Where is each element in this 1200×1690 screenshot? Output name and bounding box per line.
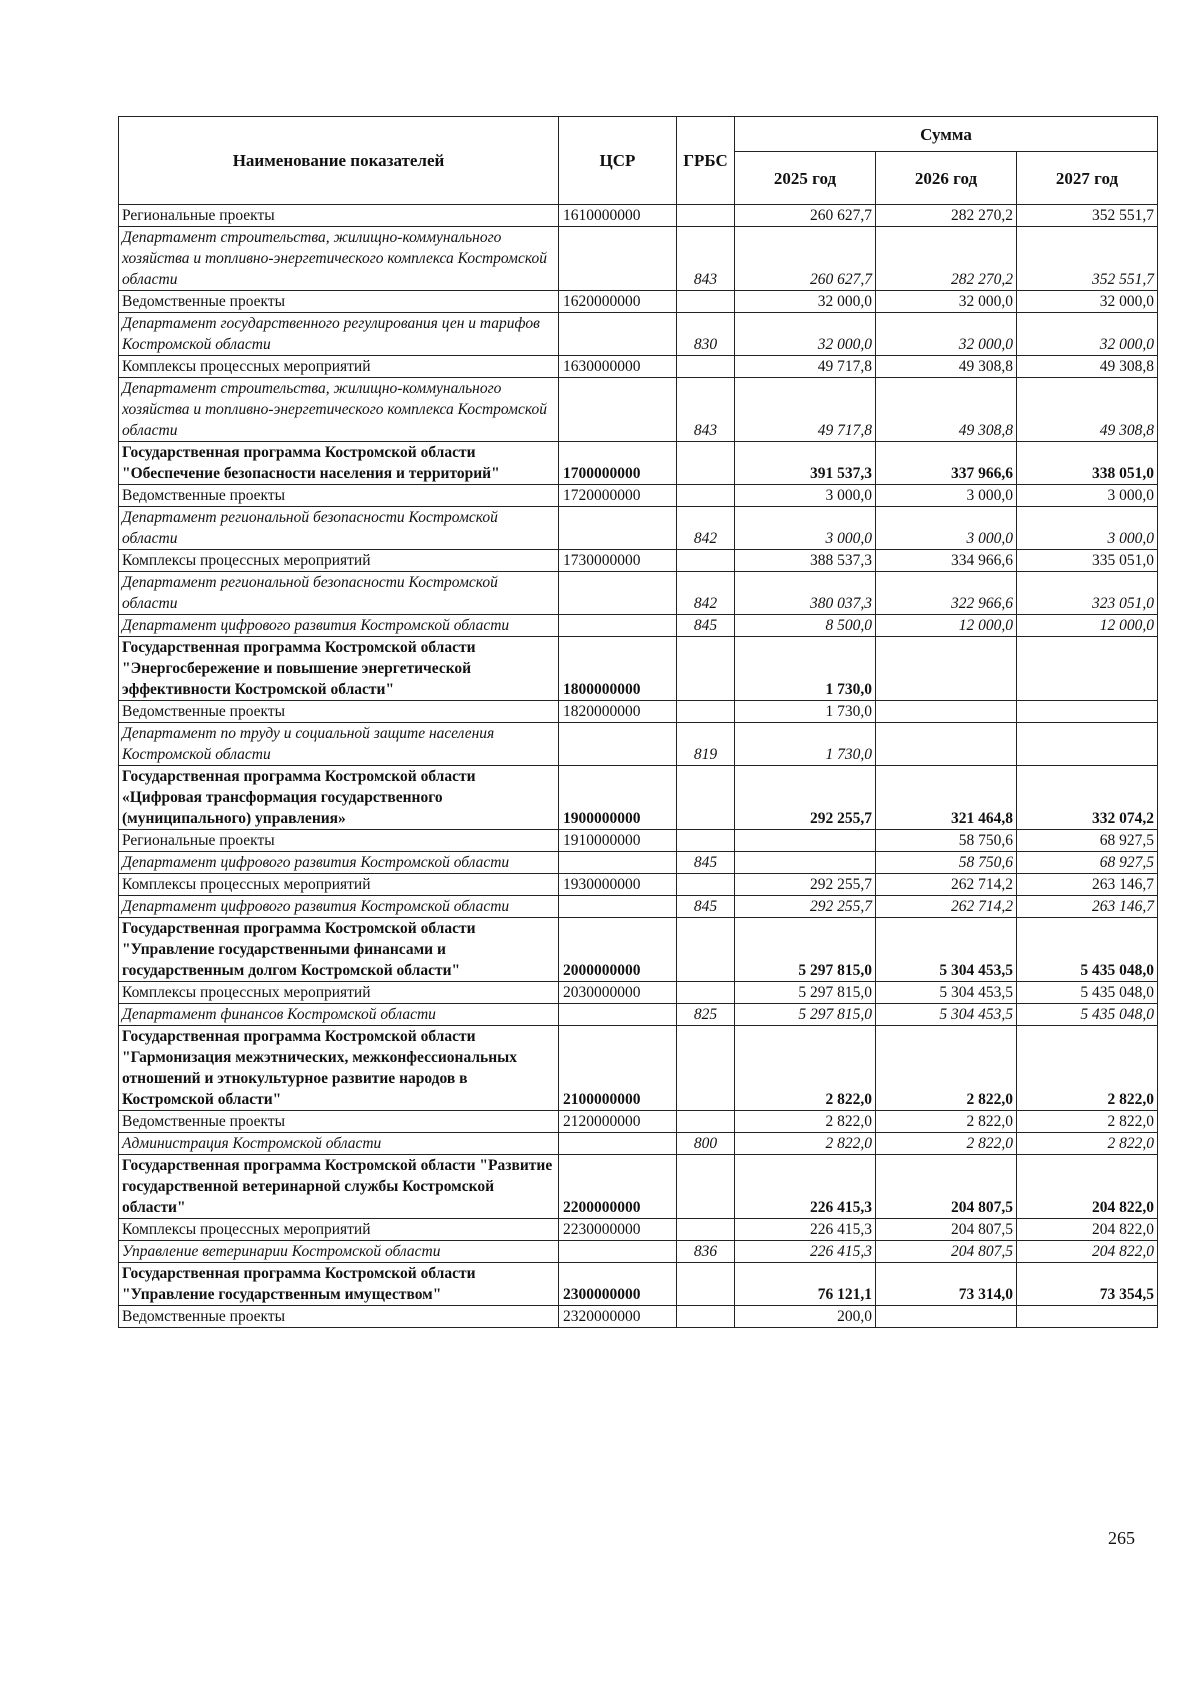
cell-value-2025: 3 000,0 [735,507,876,550]
cell-csr: 1910000000 [559,830,677,852]
cell-grbs [677,874,735,896]
cell-value-2027: 263 146,7 [1017,874,1158,896]
cell-value-2025: 76 121,1 [735,1263,876,1306]
table-row [119,442,1158,485]
cell-grbs [677,637,735,701]
cell-csr: 1900000000 [559,766,677,830]
cell-grbs [677,442,735,485]
cell-value-2026: 58 750,6 [876,852,1017,874]
cell-grbs [677,982,735,1004]
cell-csr [559,615,677,637]
cell-grbs: 843 [677,378,735,442]
table-row [119,291,1158,313]
cell-value-2025: 49 717,8 [735,378,876,442]
cell-value-2025: 226 415,3 [735,1155,876,1219]
cell-csr: 1700000000 [559,442,677,485]
cell-name: Департамент цифрового развития Костромской области [119,615,559,637]
header-year-2025: 2025 год [735,152,876,205]
cell-value-2026: 49 308,8 [876,356,1017,378]
cell-value-2025: 260 627,7 [735,227,876,291]
table-row [119,1219,1158,1241]
cell-value-2026: 262 714,2 [876,874,1017,896]
cell-value-2026: 282 270,2 [876,205,1017,227]
cell-value-2027: 32 000,0 [1017,291,1158,313]
cell-name: Ведомственные проекты [119,291,559,313]
cell-value-2025: 1 730,0 [735,701,876,723]
cell-value-2027: 204 822,0 [1017,1219,1158,1241]
cell-value-2025: 1 730,0 [735,637,876,701]
table-row [119,723,1158,766]
cell-value-2026: 282 270,2 [876,227,1017,291]
cell-csr: 1730000000 [559,550,677,572]
cell-name: Департамент по труду и социальной защите населения Костромской области [119,723,559,766]
table-row [119,1241,1158,1263]
cell-value-2026 [876,637,1017,701]
cell-value-2027: 49 308,8 [1017,356,1158,378]
cell-value-2025: 200,0 [735,1306,876,1328]
cell-value-2025: 32 000,0 [735,291,876,313]
cell-value-2027: 352 551,7 [1017,205,1158,227]
cell-value-2027 [1017,701,1158,723]
cell-value-2025: 292 255,7 [735,766,876,830]
cell-value-2026: 334 966,6 [876,550,1017,572]
cell-csr: 2320000000 [559,1306,677,1328]
cell-csr [559,723,677,766]
cell-name: Ведомственные проекты [119,1306,559,1328]
cell-value-2026 [876,723,1017,766]
table-row [119,1133,1158,1155]
cell-value-2025: 292 255,7 [735,896,876,918]
cell-value-2027: 3 000,0 [1017,485,1158,507]
cell-value-2027: 5 435 048,0 [1017,918,1158,982]
table-row [119,615,1158,637]
cell-value-2027: 352 551,7 [1017,227,1158,291]
cell-value-2025: 388 537,3 [735,550,876,572]
table-row [119,205,1158,227]
table-row [119,1111,1158,1133]
cell-csr [559,1133,677,1155]
cell-grbs: 843 [677,227,735,291]
cell-value-2026: 5 304 453,5 [876,1004,1017,1026]
cell-value-2026: 58 750,6 [876,830,1017,852]
header-year-2026: 2026 год [876,152,1017,205]
cell-value-2026: 337 966,6 [876,442,1017,485]
table-row [119,852,1158,874]
cell-value-2027: 335 051,0 [1017,550,1158,572]
cell-csr: 1820000000 [559,701,677,723]
cell-name: Департамент цифрового развития Костромской области [119,896,559,918]
cell-value-2027: 323 051,0 [1017,572,1158,615]
cell-value-2025: 380 037,3 [735,572,876,615]
cell-csr: 2100000000 [559,1026,677,1111]
cell-value-2026: 322 966,6 [876,572,1017,615]
cell-name: Комплексы процессных мероприятий [119,874,559,896]
table-row [119,1263,1158,1306]
cell-name: Государственная программа Костромской области "Управление государственным имуществом" [119,1263,559,1306]
table-row [119,830,1158,852]
cell-value-2025: 1 730,0 [735,723,876,766]
cell-value-2025: 5 297 815,0 [735,918,876,982]
page-number: 265 [1108,1528,1135,1548]
cell-csr: 1720000000 [559,485,677,507]
cell-csr: 2300000000 [559,1263,677,1306]
cell-value-2027: 332 074,2 [1017,766,1158,830]
cell-name: Комплексы процессных мероприятий [119,982,559,1004]
cell-grbs: 842 [677,507,735,550]
cell-name: Департамент финансов Костромской области [119,1004,559,1026]
table-row [119,1306,1158,1328]
table-body [119,205,1158,1328]
cell-name: Департамент региональной безопасности Костромской области [119,572,559,615]
cell-value-2027: 5 435 048,0 [1017,1004,1158,1026]
cell-value-2027 [1017,1306,1158,1328]
header-csr: ЦСР [559,117,677,205]
cell-value-2027: 338 051,0 [1017,442,1158,485]
cell-value-2027: 2 822,0 [1017,1111,1158,1133]
cell-csr [559,227,677,291]
cell-value-2027: 68 927,5 [1017,830,1158,852]
cell-grbs [677,1219,735,1241]
cell-grbs: 825 [677,1004,735,1026]
cell-name: Администрация Костромской области [119,1133,559,1155]
table-row [119,918,1158,982]
cell-grbs [677,205,735,227]
table-row [119,313,1158,356]
cell-value-2026: 3 000,0 [876,507,1017,550]
cell-csr [559,572,677,615]
cell-name: Государственная программа Костромской области "Обеспечение безопасности населения и территорий" [119,442,559,485]
header-grbs: ГРБС [677,117,735,205]
cell-name: Департамент государственного регулирования цен и тарифов Костромской области [119,313,559,356]
cell-name: Ведомственные проекты [119,485,559,507]
cell-csr [559,1004,677,1026]
cell-value-2026 [876,1306,1017,1328]
cell-grbs: 845 [677,896,735,918]
cell-value-2027: 2 822,0 [1017,1133,1158,1155]
cell-name: Региональные проекты [119,205,559,227]
table-header [119,117,1158,205]
cell-value-2026: 262 714,2 [876,896,1017,918]
cell-grbs: 845 [677,852,735,874]
cell-value-2026: 2 822,0 [876,1133,1017,1155]
cell-csr: 2030000000 [559,982,677,1004]
cell-value-2025: 260 627,7 [735,205,876,227]
cell-csr: 1930000000 [559,874,677,896]
cell-csr: 2120000000 [559,1111,677,1133]
cell-name: Государственная программа Костромской области "Гармонизация межэтнических, межконфессиональных отношений и этнокультурное развитие народов в Костромской области" [119,1026,559,1111]
cell-grbs [677,701,735,723]
cell-value-2026: 49 308,8 [876,378,1017,442]
cell-grbs: 819 [677,723,735,766]
cell-value-2026: 5 304 453,5 [876,982,1017,1004]
table-row [119,507,1158,550]
cell-csr [559,378,677,442]
table-row [119,896,1158,918]
cell-grbs: 845 [677,615,735,637]
table-row [119,1026,1158,1111]
cell-value-2027: 32 000,0 [1017,313,1158,356]
cell-name: Ведомственные проекты [119,1111,559,1133]
cell-value-2027: 2 822,0 [1017,1026,1158,1111]
cell-value-2027: 5 435 048,0 [1017,982,1158,1004]
cell-csr: 1630000000 [559,356,677,378]
table-row [119,1004,1158,1026]
header-sum: Сумма [735,117,1158,152]
cell-value-2026: 204 807,5 [876,1155,1017,1219]
cell-grbs [677,766,735,830]
table-row [119,572,1158,615]
cell-value-2027: 12 000,0 [1017,615,1158,637]
table-row [119,356,1158,378]
header-year-2027: 2027 год [1017,152,1158,205]
cell-value-2026: 32 000,0 [876,291,1017,313]
table-row [119,378,1158,442]
cell-name: Управление ветеринарии Костромской области [119,1241,559,1263]
cell-value-2026: 321 464,8 [876,766,1017,830]
cell-grbs [677,550,735,572]
cell-name: Ведомственные проекты [119,701,559,723]
cell-name: Государственная программа Костромской области "Управление государственными финансами и государственным долгом Костромской области" [119,918,559,982]
cell-value-2026: 12 000,0 [876,615,1017,637]
cell-name: Департамент строительства, жилищно-коммунального хозяйства и топливно-энергетического комплекса Костромской области [119,227,559,291]
cell-csr [559,852,677,874]
cell-value-2027 [1017,637,1158,701]
cell-value-2027: 204 822,0 [1017,1241,1158,1263]
cell-value-2026: 32 000,0 [876,313,1017,356]
cell-value-2025: 226 415,3 [735,1241,876,1263]
cell-value-2027: 49 308,8 [1017,378,1158,442]
cell-csr [559,313,677,356]
cell-csr: 2000000000 [559,918,677,982]
cell-name: Комплексы процессных мероприятий [119,356,559,378]
cell-csr [559,1241,677,1263]
cell-csr: 1620000000 [559,291,677,313]
cell-csr [559,507,677,550]
cell-value-2025: 391 537,3 [735,442,876,485]
cell-value-2025: 226 415,3 [735,1219,876,1241]
table-row [119,227,1158,291]
cell-csr: 2200000000 [559,1155,677,1219]
cell-value-2026: 5 304 453,5 [876,918,1017,982]
cell-name: Государственная программа Костромской области "Энергосбережение и повышение энергетической эффективности Костромской области" [119,637,559,701]
table-row [119,701,1158,723]
cell-value-2025 [735,830,876,852]
table-row [119,550,1158,572]
cell-grbs [677,918,735,982]
cell-value-2025: 5 297 815,0 [735,1004,876,1026]
cell-value-2025: 32 000,0 [735,313,876,356]
cell-csr: 1610000000 [559,205,677,227]
cell-value-2026 [876,701,1017,723]
cell-value-2025: 3 000,0 [735,485,876,507]
cell-name: Департамент региональной безопасности Костромской области [119,507,559,550]
table-row [119,766,1158,830]
cell-grbs [677,485,735,507]
cell-value-2026: 3 000,0 [876,485,1017,507]
cell-value-2027: 204 822,0 [1017,1155,1158,1219]
cell-value-2026: 2 822,0 [876,1111,1017,1133]
cell-csr: 2230000000 [559,1219,677,1241]
cell-value-2025: 2 822,0 [735,1026,876,1111]
cell-value-2026: 2 822,0 [876,1026,1017,1111]
cell-value-2027 [1017,723,1158,766]
cell-name: Комплексы процессных мероприятий [119,550,559,572]
cell-grbs [677,1263,735,1306]
cell-value-2025 [735,852,876,874]
cell-value-2025: 2 822,0 [735,1111,876,1133]
cell-grbs: 836 [677,1241,735,1263]
cell-grbs [677,1155,735,1219]
cell-csr [559,896,677,918]
cell-name: Департамент цифрового развития Костромской области [119,852,559,874]
cell-grbs [677,1026,735,1111]
table-row [119,982,1158,1004]
cell-value-2026: 204 807,5 [876,1219,1017,1241]
cell-value-2027: 263 146,7 [1017,896,1158,918]
cell-value-2027: 3 000,0 [1017,507,1158,550]
cell-value-2026: 204 807,5 [876,1241,1017,1263]
table-row [119,1155,1158,1219]
cell-name: Департамент строительства, жилищно-коммунального хозяйства и топливно-энергетического комплекса Костромской области [119,378,559,442]
cell-csr: 1800000000 [559,637,677,701]
cell-grbs [677,830,735,852]
cell-grbs [677,1111,735,1133]
budget-table [118,116,1158,1328]
cell-grbs: 800 [677,1133,735,1155]
cell-name: Региональные проекты [119,830,559,852]
cell-value-2027: 68 927,5 [1017,852,1158,874]
cell-value-2025: 49 717,8 [735,356,876,378]
cell-value-2025: 292 255,7 [735,874,876,896]
cell-grbs [677,1306,735,1328]
table-row [119,485,1158,507]
cell-grbs [677,356,735,378]
cell-value-2027: 73 354,5 [1017,1263,1158,1306]
cell-value-2025: 8 500,0 [735,615,876,637]
cell-grbs: 830 [677,313,735,356]
cell-name: Комплексы процессных мероприятий [119,1219,559,1241]
cell-grbs [677,291,735,313]
table-row [119,637,1158,701]
cell-value-2025: 2 822,0 [735,1133,876,1155]
cell-name: Государственная программа Костромской области "Развитие государственной ветеринарной службы Костромской области" [119,1155,559,1219]
cell-value-2026: 73 314,0 [876,1263,1017,1306]
table-row [119,874,1158,896]
cell-grbs: 842 [677,572,735,615]
cell-value-2025: 5 297 815,0 [735,982,876,1004]
cell-name: Государственная программа Костромской области «Цифровая трансформация государственного (муниципального) управления» [119,766,559,830]
header-name: Наименование показателей [119,117,559,205]
